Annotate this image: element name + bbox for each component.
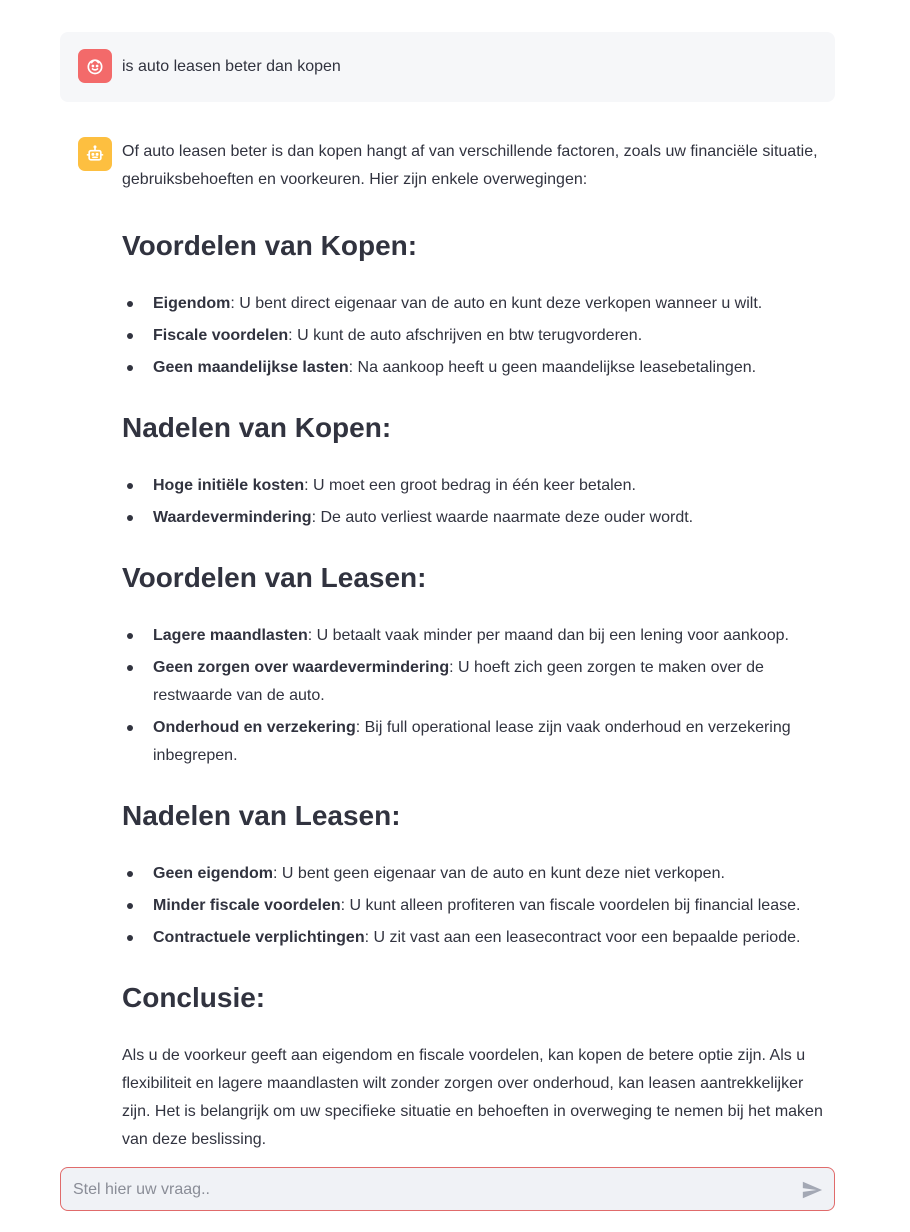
- send-icon: [801, 1179, 823, 1201]
- user-face-icon: [85, 56, 105, 76]
- user-message-text: is auto leasen beter dan kopen: [122, 58, 341, 75]
- list-item: Eigendom: U bent direct eigenaar van de auto en kunt deze verkopen wanneer u wilt.: [153, 290, 834, 318]
- list-item: Onderhoud en verzekering: Bij full operational lease zijn vaak onderhoud en verzekering inbegrepen.: [153, 714, 834, 770]
- list-item: Minder fiscale voordelen: U kunt alleen profiteren van fiscale voordelen bij financial lease.: [153, 892, 834, 920]
- section-heading: Nadelen van Kopen:: [122, 412, 392, 443]
- conclusion-text: Als u de voorkeur geeft aan eigendom en fiscale voordelen, kan kopen de betere optie zijn. Als u flexibiliteit en lagere maandlasten wilt zonder zorgen over onderhoud, kan leasen aantrekkelijker zijn. Het is belangrijk om uw specifieke situatie en behoeften in overweging te nemen bij het maken van deze beslissing.: [122, 1047, 823, 1148]
- section-list: [122, 860, 834, 952]
- section-list: [122, 622, 834, 770]
- list-item: Geen eigendom: U bent geen eigenaar van de auto en kunt deze niet verkopen.: [153, 860, 834, 888]
- section-heading: Voordelen van Kopen:: [122, 230, 418, 261]
- list-item: Hoge initiële kosten: U moet een groot bedrag in één keer betalen.: [153, 472, 834, 500]
- user-message: [60, 32, 835, 102]
- robot-icon: [85, 144, 105, 164]
- assistant-intro: Of auto leasen beter is dan kopen hangt af van verschillende factoren, zoals uw financiële situatie, gebruiksbehoeften en voorkeuren. Hier zijn enkele overwegingen:: [122, 143, 818, 188]
- section-list: [122, 290, 834, 382]
- send-button[interactable]: [800, 1178, 824, 1202]
- section-list: [122, 472, 834, 532]
- conclusion-heading: Conclusie:: [122, 982, 266, 1013]
- chat-input-bar: [60, 1167, 835, 1211]
- section-heading: Voordelen van Leasen:: [122, 562, 427, 593]
- list-item: Waardevermindering: De auto verliest waarde naarmate deze ouder wordt.: [153, 504, 834, 532]
- chat-input[interactable]: [71, 1168, 795, 1212]
- user-avatar: [78, 49, 112, 83]
- list-item: Lagere maandlasten: U betaalt vaak minder per maand dan bij een lening voor aankoop.: [153, 622, 834, 650]
- assistant-avatar: [78, 137, 112, 171]
- list-item: Geen zorgen over waardevermindering: U hoeft zich geen zorgen te maken over de restwaarde van de auto.: [153, 654, 834, 710]
- section-heading: Nadelen van Leasen:: [122, 800, 401, 831]
- list-item: Geen maandelijkse lasten: Na aankoop heeft u geen maandelijkse leasebetalingen.: [153, 354, 834, 382]
- list-item: Fiscale voordelen: U kunt de auto afschrijven en btw terugvorderen.: [153, 322, 834, 350]
- list-item: Contractuele verplichtingen: U zit vast aan een leasecontract voor een bepaalde periode.: [153, 924, 834, 952]
- assistant-message: [122, 138, 834, 1154]
